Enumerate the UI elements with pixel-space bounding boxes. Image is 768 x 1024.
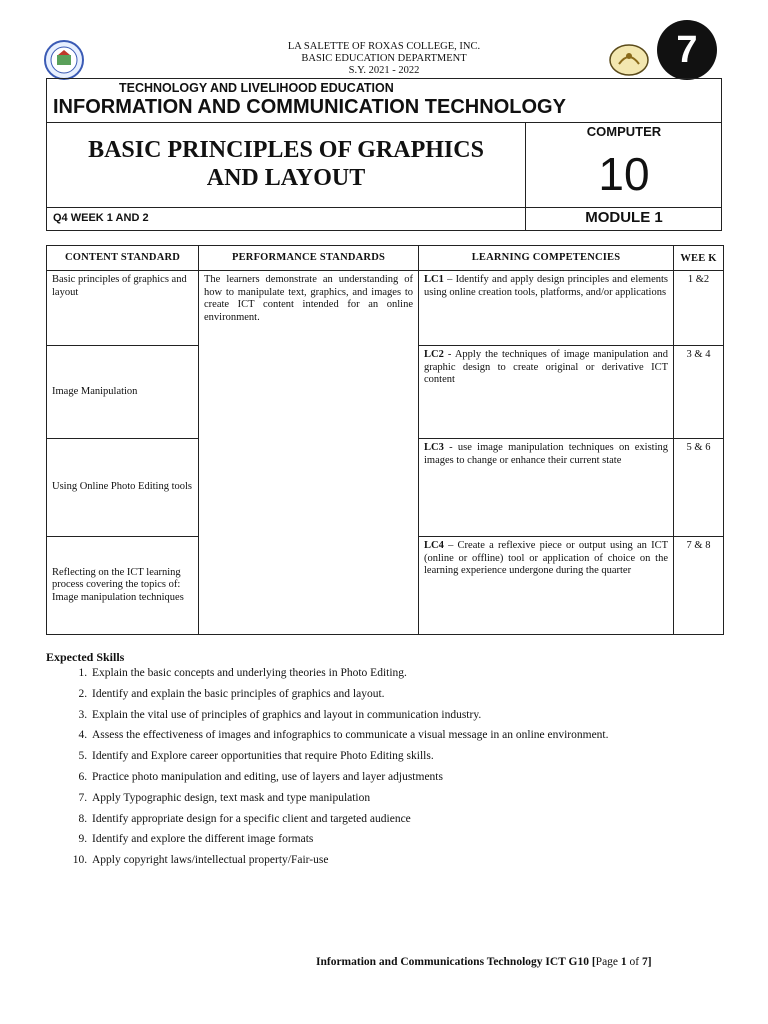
footer-page-total: 7 — [642, 956, 648, 968]
competency-code: LC3 — [424, 442, 444, 453]
week-cell: 1 &2 — [674, 271, 724, 346]
skill-item: 2. Identify and explain the basic principles of graphics and layout. — [90, 684, 768, 705]
performance-standard-cell: The learners demonstrate an understanding of how to manipulate text, graphics, and images to create ICT content intended for an online environment. — [199, 271, 419, 635]
expected-skills-heading: Expected Skills — [46, 650, 125, 664]
grade-number: 10 — [598, 148, 650, 200]
competency-cell — [419, 346, 674, 439]
page-number-badge: 7 — [657, 20, 717, 80]
competency-text: use image manipulation techniques on existing images to change or enhance their current state — [424, 442, 668, 466]
module-title-line-2: AND LAYOUT — [206, 165, 366, 191]
quarter-week-label: Q4 WEEK 1 AND 2 — [53, 212, 149, 224]
footer-prefix: Information and Communications Technology ICT G10 [ — [316, 956, 596, 968]
footer-suffix: ] — [647, 956, 652, 968]
competency-table — [46, 245, 724, 635]
competency-cell — [419, 537, 674, 635]
school-name: LA SALETTE OF ROXAS COLLEGE, INC. — [287, 41, 481, 52]
module-title — [47, 136, 525, 192]
skill-item: 3. Explain the vital use of principles of graphics and layout in communication industry. — [90, 705, 768, 726]
content-standard-cell: Image Manipulation — [47, 346, 199, 439]
school-year: S.Y. 2021 - 2022 — [348, 65, 420, 76]
table-row — [47, 271, 724, 346]
header-content-standard: CONTENT STANDARD — [47, 246, 199, 271]
week-cell: 3 & 4 — [674, 346, 724, 439]
page-footer — [316, 956, 652, 968]
skill-item: 8. Identify appropriate design for a specific client and targeted audience — [90, 809, 768, 830]
table-header-row — [47, 246, 724, 271]
competency-separator: – — [443, 274, 456, 285]
competency-separator: – — [443, 540, 458, 551]
competency-code: LC2 — [424, 349, 444, 360]
emblem-logo — [609, 44, 649, 76]
content-standard-cell: Using Online Photo Editing tools — [47, 439, 199, 537]
competency-code: LC4 — [424, 540, 444, 551]
footer-page-number: 1 — [620, 956, 627, 968]
skill-item: 9. Identify and explore the different image formats — [90, 829, 768, 850]
category-label: TECHNOLOGY AND LIVELIHOOD EDUCATION — [119, 81, 394, 95]
header-week: WEE K — [674, 246, 724, 271]
title-box — [46, 78, 722, 231]
competency-separator: - — [443, 442, 458, 453]
skill-item: 10. Apply copyright laws/intellectual property/Fair-use — [90, 850, 768, 871]
week-cell: 5 & 6 — [674, 439, 724, 537]
content-standard-cell: Reflecting on the ICT learning process covering the topics of: Image manipulation techniques — [47, 537, 199, 635]
skill-item: 7. Apply Typographic design, text mask and type manipulation — [90, 788, 768, 809]
header-learning-competencies: LEARNING COMPETENCIES — [419, 246, 674, 271]
footer-of-word: of — [626, 956, 642, 968]
subject-title: INFORMATION AND COMMUNICATION TECHNOLOGY — [53, 96, 566, 118]
competency-cell — [419, 439, 674, 537]
competency-text: Apply the techniques of image manipulation and graphic design to create original or derivative ICT content — [424, 349, 669, 385]
content-standard-cell: Basic principles of graphics and layout — [47, 271, 199, 346]
module-label: MODULE 1 — [585, 209, 663, 226]
skill-item: 6. Practice photo manipulation and editing, use of layers and layer adjustments — [90, 767, 768, 788]
competency-text: Identify and apply design principles and elements using online creation tools, platforms, and/or applications — [424, 274, 668, 298]
header-performance-standards: PERFORMANCE STANDARDS — [199, 246, 419, 271]
course-label: COMPUTER — [586, 124, 662, 139]
skill-item: 5. Identify and Explore career opportunities that require Photo Editing skills. — [90, 746, 768, 767]
competency-cell — [419, 271, 674, 346]
competency-text: Create a reflexive piece or output using an ICT (online or offline) tool or application of choice on the learning experience undergone during the quarter — [424, 540, 668, 576]
module-title-line-1: BASIC PRINCIPLES OF GRAPHICS — [88, 137, 484, 163]
competency-separator: - — [443, 349, 455, 360]
department-name: BASIC EDUCATION DEPARTMENT — [301, 53, 467, 64]
skill-item: 1. Explain the basic concepts and underlying theories in Photo Editing. — [90, 663, 768, 684]
skill-item: 4. Assess the effectiveness of images and infographics to communicate a visual message in an online environment. — [90, 725, 768, 746]
expected-skills-list — [46, 663, 768, 871]
footer-page-word: Page — [595, 956, 621, 968]
week-cell: 7 & 8 — [674, 537, 724, 635]
competency-code: LC1 — [424, 274, 444, 285]
